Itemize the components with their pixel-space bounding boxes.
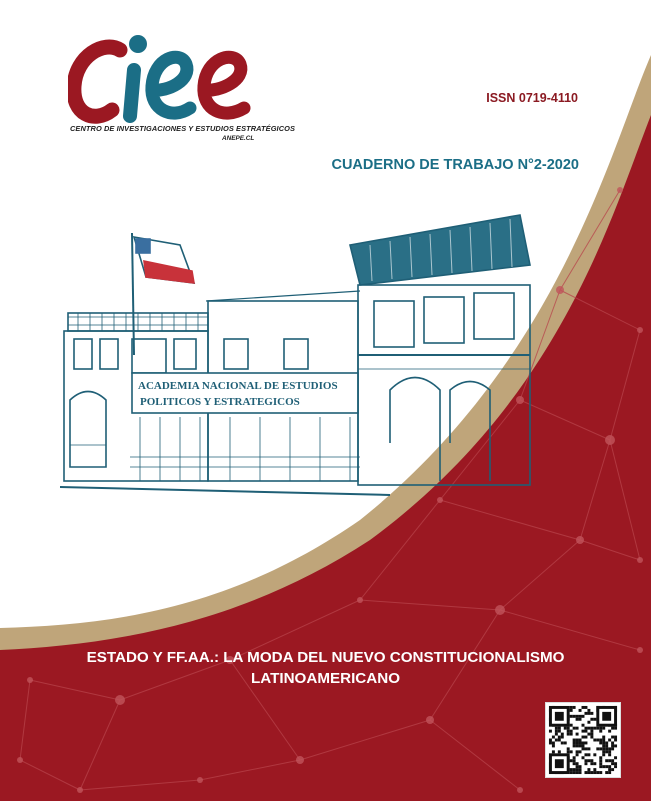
- title-line-1: ESTADO Y FF.AA.: LA MODA DEL NUEVO CONSTITUCIONALISMO: [86, 649, 565, 666]
- qr-code-pattern: [546, 703, 620, 777]
- issn-label: ISSN 0719-4110: [486, 91, 578, 105]
- document-title: [0, 647, 651, 689]
- qr-code: [545, 702, 621, 778]
- series-label: CUADERNO DE TRABAJO N°2-2020: [331, 157, 579, 173]
- sign-line-1: ACADEMIA NACIONAL DE ESTUDIOS: [138, 380, 338, 392]
- building-illustration: [60, 205, 550, 500]
- logo-organization-name: CENTRO DE INVESTIGACIONES Y ESTUDIOS ESTRATÉGICOS: [70, 124, 296, 133]
- logo-url: ANEPE.CL: [222, 135, 255, 142]
- sign-line-2: POLITICOS Y ESTRATEGICOS: [140, 396, 300, 408]
- title-line-2: LATINOAMERICANO: [250, 670, 401, 687]
